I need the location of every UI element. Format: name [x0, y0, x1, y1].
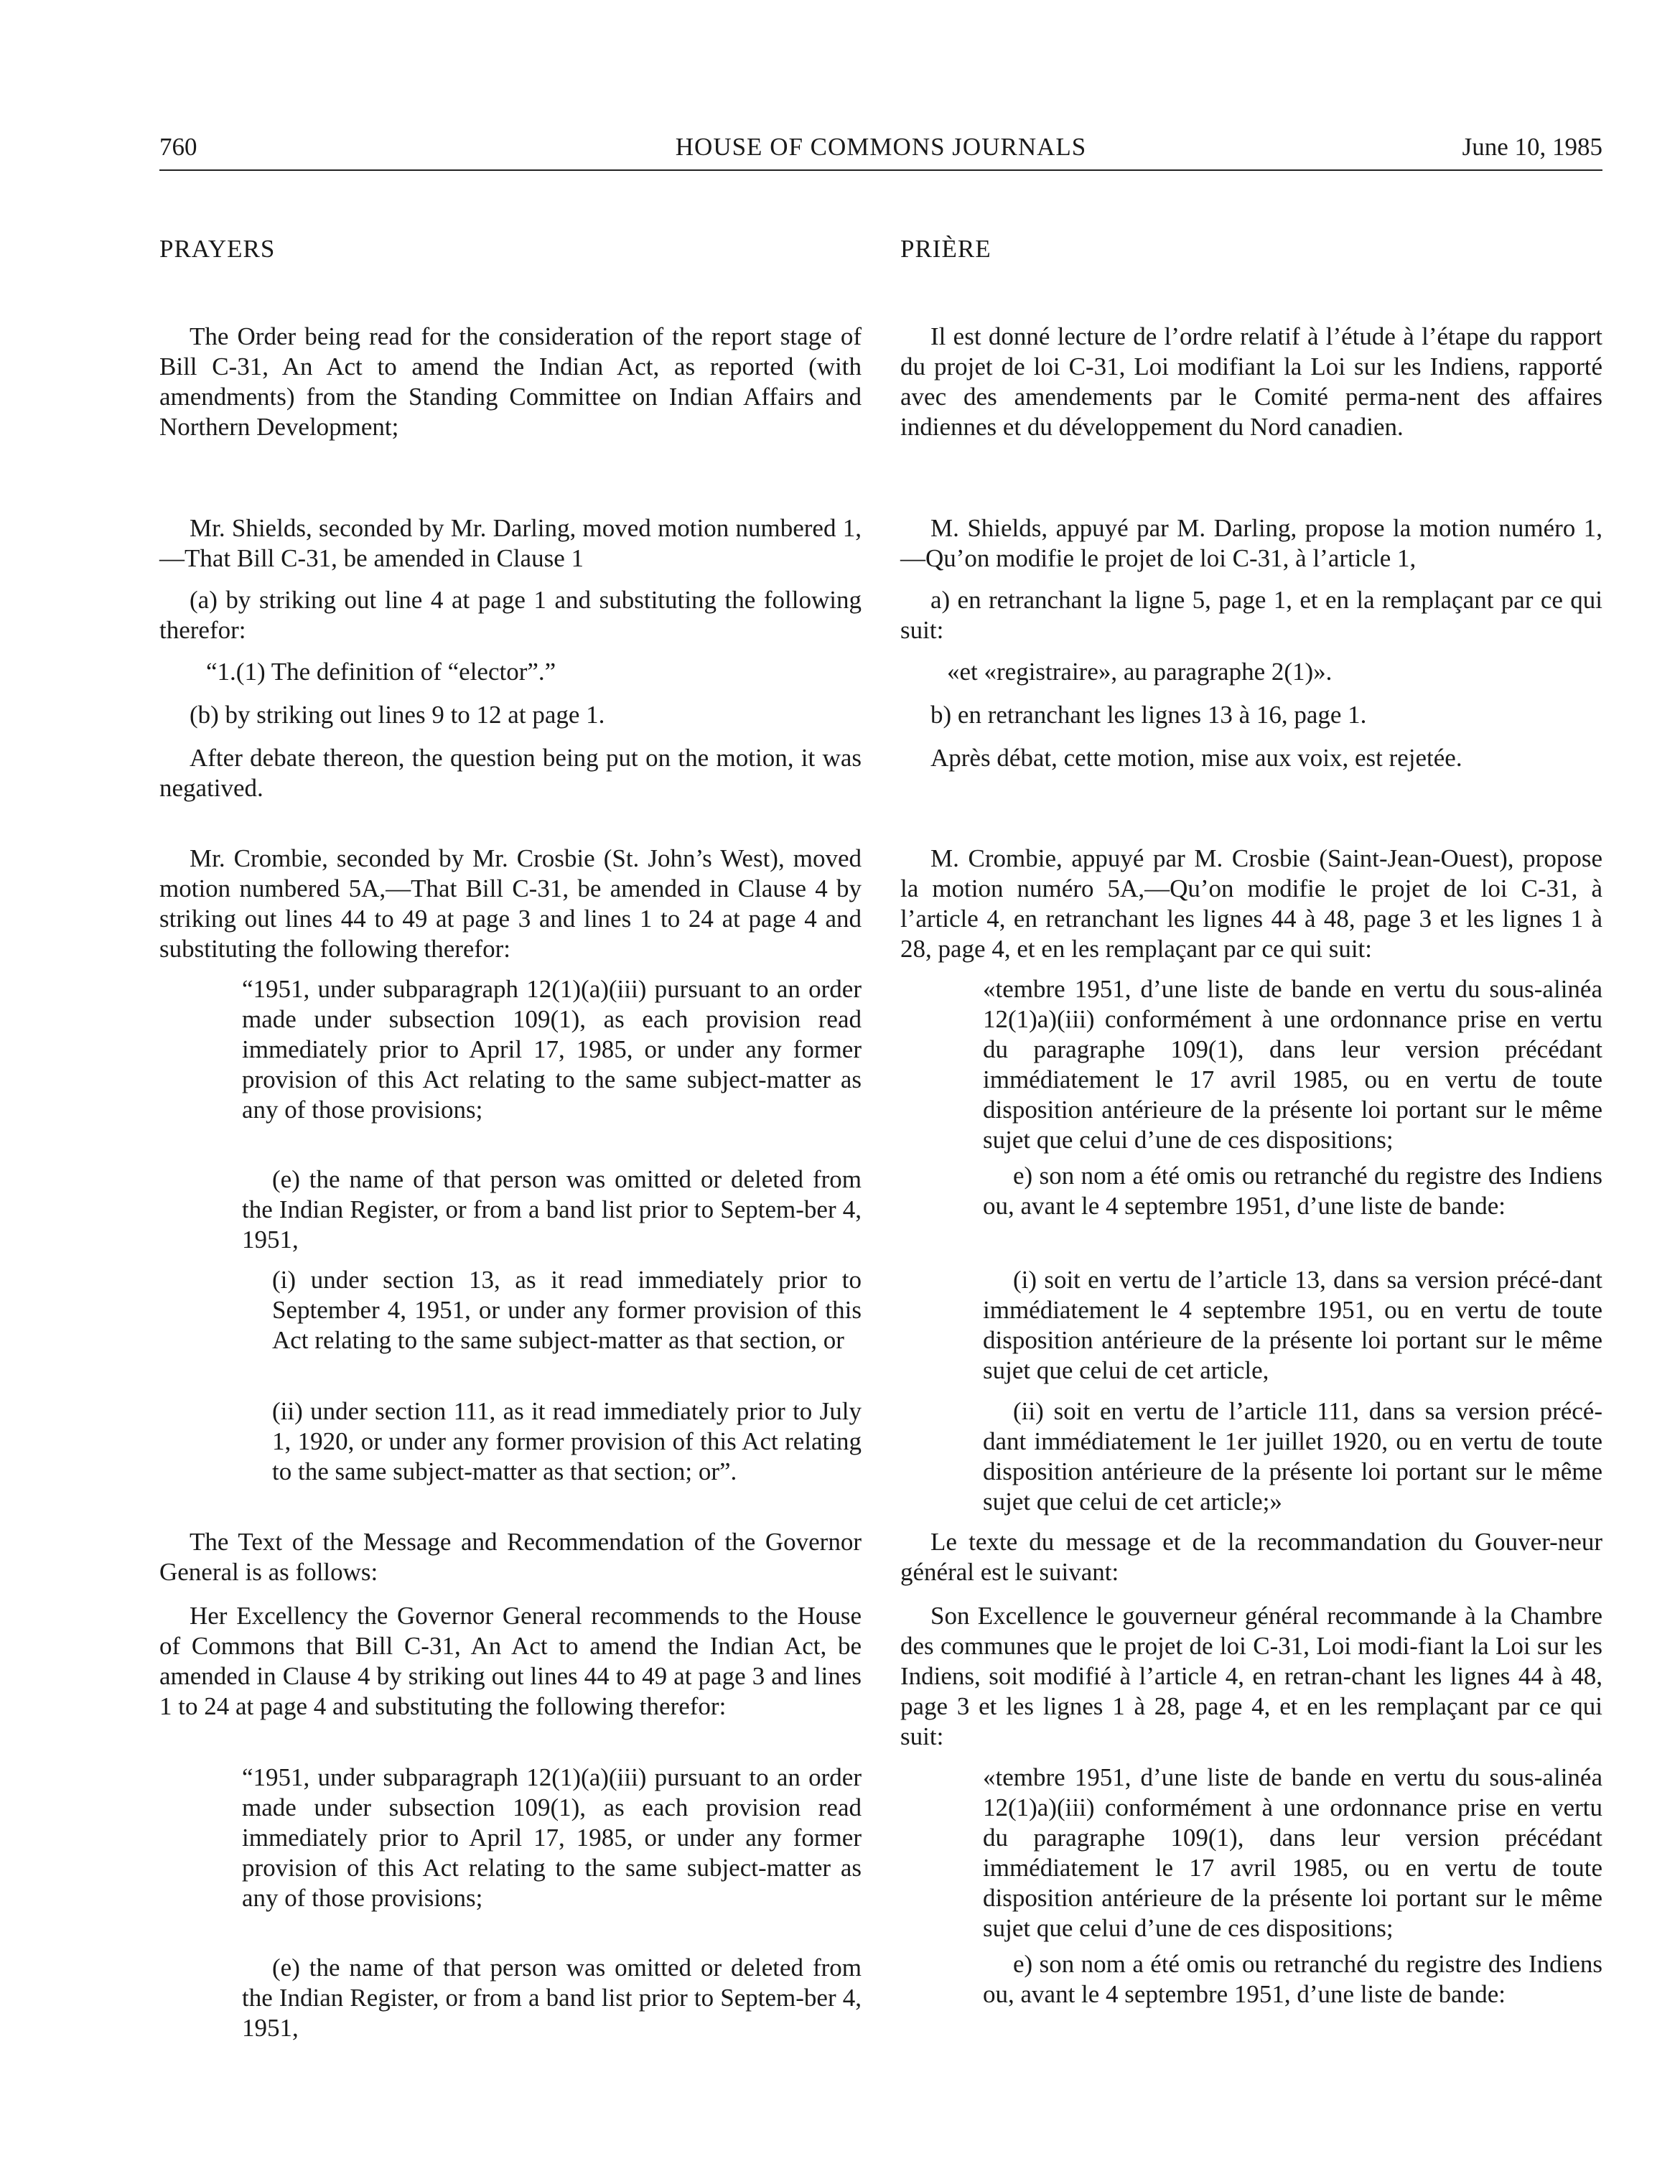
- en-clause-e: (e) the name of that person was omitted or deleted from the Indian Register, or from a band list prior to Septem-ber 4, 1951,: [242, 1165, 862, 1254]
- fr-paragraph-shields-motion: M. Shields, appuyé par M. Darling, propose la motion numéro 1,—Qu’on modifie le projet de loi C-31, à l’article 1,: [900, 514, 1602, 572]
- fr-clause-e: e) son nom a été omis ou retranché du registre des Indiens ou, avant le 4 septembre 1951, d’une liste de bande:: [983, 1162, 1602, 1220]
- en-recommendation-quoted-1951: “1951, under subparagraph 12(1)(a)(iii) pursuant to an order made under subsection 109(1), as each provision read immediately prior to April 17, 1985, or under any former provision of this Act relating to the same subject-matter as any of those provisions;: [242, 1763, 862, 1912]
- fr-recommendation-clause-e: e) son nom a été omis ou retranché du registre des Indiens ou, avant le 4 septembre 1951, d’une liste de bande:: [983, 1950, 1602, 2008]
- fr-subclause-i: (i) soit en vertu de l’article 13, dans sa version précé-dant immédiatement le 4 septembre 1951, ou en vertu de toute disposition antérieure de la présente loi portant sur le même sujet que celui de cet article,: [983, 1266, 1602, 1384]
- en-recommendation-clause-e: (e) the name of that person was omitted or deleted from the Indian Register, or from a band list prior to Septem-ber 4, 1951,: [242, 1954, 862, 2042]
- heading-prayers: PRAYERS: [159, 235, 276, 263]
- en-quoted-1951-provision: “1951, under subparagraph 12(1)(a)(iii) pursuant to an order made under subsection 109(1), as each provision read immediately prior to April 17, 1985, or under any former provision of this Act relating to the same subject-matter as any of those provisions;: [242, 975, 862, 1124]
- en-subclause-i: (i) under section 13, as it read immediately prior to September 4, 1951, or under any former provision of this Act relating to the same subject-matter as that section, or: [272, 1266, 862, 1354]
- en-recommendation: Her Excellency the Governor General recommends to the House of Commons that Bill C-31, An Act to amend the Indian Act, be amended in Clause 4 by striking out lines 44 to 49 at page 3 and lines 1 to 24 at page 4 and substituting the following therefor:: [159, 1602, 862, 1720]
- fr-subclause-ii: (ii) soit en vertu de l’article 111, dans sa version précé-dant immédiatement le 1er juillet 1920, ou en vertu de toute disposition antérieure de la présente loi portant sur le même sujet que celui de cet article;»: [983, 1397, 1602, 1516]
- heading-priere: PRIÈRE: [900, 235, 991, 263]
- fr-clause-b: b) en retranchant les lignes 13 à 16, page 1.: [930, 701, 1367, 729]
- en-motion-negatived: After debate thereon, the question being put on the motion, it was negatived.: [159, 744, 862, 802]
- journal-title: HOUSE OF COMMONS JOURNALS: [675, 133, 1087, 161]
- fr-clause-a: a) en retranchant la ligne 5, page 1, et en la remplaçant par ce qui suit:: [900, 586, 1602, 644]
- fr-message-intro: Le texte du message et de la recommandation du Gouver-neur général est le suivant:: [900, 1528, 1602, 1586]
- fr-paragraph-crombie-motion: M. Crombie, appuyé par M. Crosbie (Saint-Jean-Ouest), propose la motion numéro 5A,—Qu’on modifie le projet de loi C-31, à l’article 4, en retranchant les lignes 44 à 48, page 3 et les lignes 1 à 28, page 4, et en les remplaçant par ce qui suit:: [900, 844, 1602, 963]
- page-header: [159, 129, 1602, 171]
- en-clause-a: (a) by striking out line 4 at page 1 and substituting the following therefor:: [159, 586, 862, 644]
- en-subclause-ii: (ii) under section 111, as it read immediately prior to July 1, 1920, or under any former provision of this Act relating to the same subject-matter as that section; or”.: [272, 1397, 862, 1485]
- fr-paragraph-order: Il est donné lecture de l’ordre relatif à l’étude à l’étape du rapport du projet de loi C-31, Loi modifiant la Loi sur les Indiens, rapporté avec des amendements par le Comité perma-nent des affaires indiennes et du développement du Nord canadien.: [900, 322, 1602, 441]
- en-paragraph-crombie-motion: Mr. Crombie, seconded by Mr. Crosbie (St. John’s West), moved motion numbered 5A,—That Bill C-31, be amended in Clause 4 by striking out lines 44 to 49 at page 3 and lines 1 to 24 at page 4 and substituting the following therefor:: [159, 844, 862, 963]
- fr-recommendation-quoted-1951: «tembre 1951, d’une liste de bande en vertu du sous-alinéa 12(1)a)(iii) conformément à une ordonnance prise en vertu du paragraphe 109(1), dans leur version précédant immédiatement le 17 avril 1985, ou en vertu de toute disposition antérieure de la présente loi portant sur le même sujet que celui d’une de ces dispositions;: [983, 1763, 1602, 1942]
- en-paragraph-shields-motion: Mr. Shields, seconded by Mr. Darling, moved motion numbered 1,—That Bill C-31, be amended in Clause 1: [159, 514, 862, 572]
- en-message-intro: The Text of the Message and Recommendation of the Governor General is as follows:: [159, 1528, 862, 1586]
- fr-definition-registraire: «et «registraire», au paragraphe 2(1)».: [947, 658, 1333, 686]
- page-number: 760: [159, 133, 197, 161]
- en-clause-b: (b) by striking out lines 9 to 12 at page 1.: [190, 701, 605, 729]
- en-definition-elector: “1.(1) The definition of “elector”.”: [206, 658, 556, 686]
- fr-recommendation: Son Excellence le gouverneur général recommande à la Chambre des communes que le projet de loi C-31, Loi modi-fiant la Loi sur les Indiens, soit modifié à l’article 4, en retran-chant les lignes 44 à 48, page 3 et les lignes 1 à 28, page 4, et en les remplaçant par ce qui suit:: [900, 1602, 1602, 1750]
- journal-date: June 10, 1985: [1462, 133, 1602, 161]
- fr-motion-rejected: Après débat, cette motion, mise aux voix, est rejetée.: [930, 744, 1462, 772]
- fr-quoted-1951-provision: «tembre 1951, d’une liste de bande en vertu du sous-alinéa 12(1)a)(iii) conformément à une ordonnance prise en vertu du paragraphe 109(1), dans leur version précédant immédiatement le 17 avril 1985, ou en vertu de toute disposition antérieure de la présente loi portant sur le même sujet que celui d’une de ces dispositions;: [983, 975, 1602, 1154]
- en-paragraph-order: The Order being read for the consideration of the report stage of Bill C-31, An Act to amend the Indian Act, as reported (with amendments) from the Standing Committee on Indian Affairs and Northern Development;: [159, 322, 862, 441]
